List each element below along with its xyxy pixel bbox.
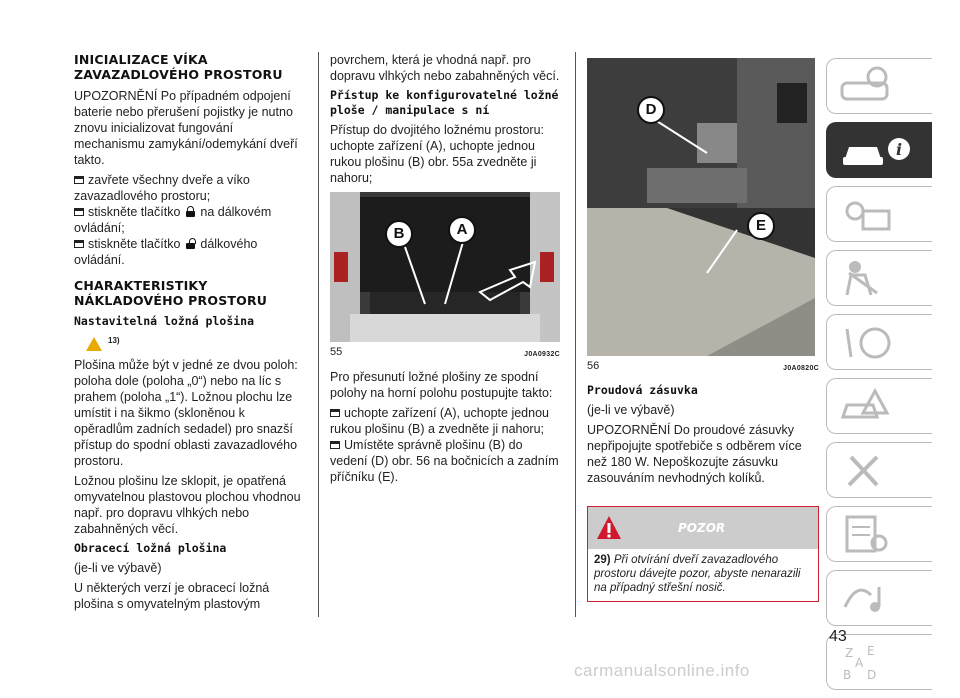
- tab-emergency[interactable]: [826, 378, 932, 434]
- paragraph-sklopit: Ložnou plošinu lze sklopit, je opatřená omyvatelnou plastovou plochou vhodnou např. pro dopravu vlhkých nebo zabahněných věcí.: [74, 474, 301, 536]
- svg-text:i: i: [896, 140, 903, 159]
- car-info-icon: [837, 129, 917, 171]
- paragraph-zasuvka: UPOZORNĚNÍ Do proudové zásuvky nepřipojujte spotřebiče s odběrem více než 180 W. Nepoškozujte zásuvku zasouváním nevhodných kolíků.: [587, 423, 802, 485]
- pozor-text: Při otvírání dveří zavazadlového prostoru dávejte pozor, abyste nenarazili na případný střešní nosič.: [594, 554, 801, 594]
- warning-exclamation-icon: [596, 515, 622, 541]
- heading-obraceci: Obracecí ložná plošina: [74, 541, 227, 555]
- column-2: [330, 52, 560, 485]
- page-number: 43: [829, 628, 847, 645]
- tab-warning-lights[interactable]: [826, 186, 932, 242]
- column-3: [587, 58, 819, 602]
- alphabet-index-icon: [837, 641, 897, 683]
- figure-55-code: J0A0932C: [524, 351, 560, 358]
- pozor-number: 29): [594, 554, 611, 566]
- bullet-1: [74, 172, 306, 204]
- bullet-3-text-a: stiskněte tlačítko: [88, 237, 181, 251]
- heading-inicializace: INICIALIZACE VÍKA ZAVAZADLOVÉHO PROSTORU: [74, 52, 283, 82]
- warning-ref: [86, 333, 306, 353]
- bullet-box-icon: [330, 441, 340, 449]
- seatbelt-icon: [837, 257, 897, 299]
- wrench-icon: [837, 449, 897, 491]
- tab-maintenance[interactable]: [826, 442, 932, 498]
- paragraph-presunuti: Pro přesunutí ložné plošiny ze spodní polohy na horní polohu postupujte takto:: [330, 370, 553, 400]
- pozor-warning-box: [587, 506, 819, 602]
- label-d: D: [637, 96, 665, 124]
- bullet-1-text: zavřete všechny dveře a víko zavazadlového prostoru;: [74, 173, 250, 203]
- heading-proudova: Proudová zásuvka: [587, 383, 698, 397]
- watermark: carmanualsonline.info: [574, 661, 750, 680]
- heading-charakteristiky: CHARAKTERISTIKY NÁKLADOVÉHO PROSTORU: [74, 278, 268, 308]
- bullet-2-text-a: stiskněte tlačítko: [88, 205, 181, 219]
- column-divider: [575, 52, 576, 617]
- bullet-4: [330, 405, 560, 437]
- car-dashboard-icon: [837, 65, 897, 107]
- tab-car-info[interactable]: [826, 122, 932, 178]
- bullet-box-icon: [330, 409, 340, 417]
- tab-technical-data[interactable]: [826, 506, 932, 562]
- paragraph-vybava-2: (je-li ve výbavě): [587, 403, 675, 417]
- trunk-detail-illustration: [587, 58, 815, 356]
- figure-56-caption: [587, 358, 819, 377]
- chapter-tabs: [826, 58, 932, 698]
- figure-55-trunk: [330, 192, 560, 342]
- paragraph-povrch: povrchem, která je vhodná např. pro dopravu vlhkých nebo zabahněných věcí.: [330, 53, 560, 83]
- lock-open-icon: [186, 238, 195, 249]
- label-b: B: [385, 220, 413, 248]
- bullet-box-icon: [74, 208, 84, 216]
- figure-55-number: 55: [330, 346, 343, 358]
- bullet-2-text-b: na dálkovém ovládání;: [74, 205, 272, 235]
- figure-56-number: 56: [587, 360, 600, 372]
- svg-text:A: A: [855, 656, 864, 670]
- lock-closed-icon: [186, 206, 195, 217]
- heading-nastavitelna: Nastavitelná ložná plošina: [74, 314, 255, 328]
- figure-55-caption: [330, 344, 560, 363]
- car-breakdown-icon: [837, 385, 897, 427]
- figure-56-code: J0A0820C: [783, 365, 819, 372]
- paragraph-verze: U některých verzí je obracecí ložná plošina s omyvatelným plastovým: [74, 581, 270, 611]
- paragraph-vybava: (je-li ve výbavě): [74, 561, 162, 575]
- heading-pristup: Přístup ke konfigurovatelné ložné ploše / manipulace s ní: [330, 88, 559, 117]
- tab-safety[interactable]: [826, 250, 932, 306]
- pozor-body: [588, 549, 818, 601]
- svg-text:D: D: [867, 668, 877, 682]
- bullet-4-text: uchopte zařízení (A), uchopte jednou rukou plošinu (B) a zvedněte ji nahoru;: [330, 406, 549, 436]
- pozor-title: POZOR: [678, 521, 726, 535]
- warning-triangle-icon: [86, 337, 102, 351]
- paragraph-pristup: Přístup do dvojitého ložnému prostoru: uchopte zařízení (A), uchopte jednou rukou plošinu (B) obr. 55a zvedněte ji nahoru;: [330, 123, 545, 185]
- sun-envelope-icon: [837, 193, 897, 235]
- tab-multimedia[interactable]: [826, 570, 932, 626]
- bullet-3: [74, 236, 306, 268]
- ref-13: 13): [108, 336, 120, 345]
- figure-56-trunk-detail: [587, 58, 815, 356]
- label-e: E: [747, 212, 775, 240]
- svg-text:E: E: [867, 644, 875, 658]
- tab-starting-driving[interactable]: [826, 314, 932, 370]
- column-1: [74, 52, 306, 616]
- bullet-3-text-b: dálkového ovládání.: [74, 237, 258, 267]
- pozor-header: [588, 507, 818, 549]
- bullet-box-icon: [74, 176, 84, 184]
- data-sheet-icon: [837, 513, 897, 555]
- steering-wheel-icon: [837, 321, 897, 363]
- bullet-box-icon: [74, 240, 84, 248]
- column-divider: [318, 52, 319, 617]
- label-a: A: [448, 216, 476, 244]
- bullet-2: [74, 204, 306, 236]
- multimedia-icon: [837, 577, 897, 619]
- bullet-5: [330, 437, 560, 485]
- paragraph-plosina: Plošina může být v jedné ze dvou poloh: poloha dole (poloha „0“) nebo na líc s prahem (poloha „1“). Ložnou plochu lze umístit i na šikmo (skloněnou k opěradlům zadních sedadel) pro snazší přístup do spodní oblasti zavazadlového prostoru.: [74, 358, 298, 468]
- tab-dashboard[interactable]: [826, 58, 932, 114]
- svg-text:B: B: [843, 668, 852, 682]
- svg-text:Z: Z: [845, 646, 854, 660]
- trunk-photo-illustration: [330, 192, 560, 342]
- bullet-5-text: Umístěte správně plošinu (B) do vedení (D) obr. 56 na bočnicích a zadním příčníku (E).: [330, 438, 559, 484]
- paragraph-upozorneni: UPOZORNĚNÍ Po případném odpojení baterie nebo přerušení pojistky je nutno znovu inicializovat fungování mechanismu zamykání/odemykání dveří takto.: [74, 89, 298, 167]
